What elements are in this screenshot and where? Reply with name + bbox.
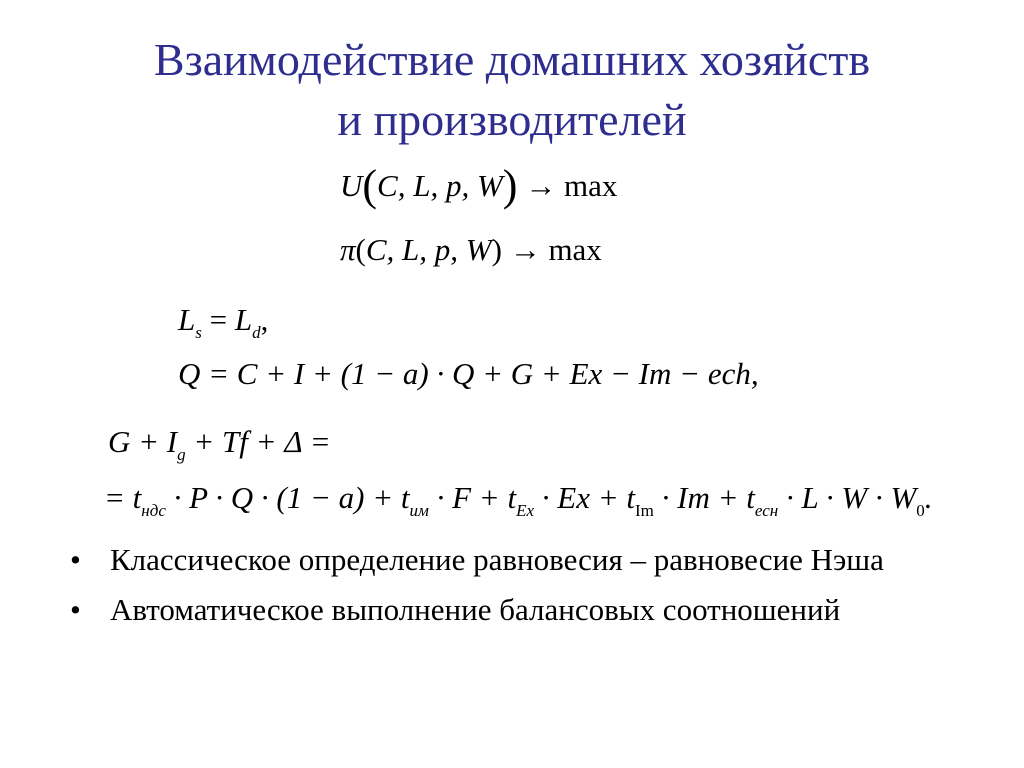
b2-p3: · Ex + t (534, 480, 636, 515)
bullet-list (70, 540, 970, 640)
labor-lhs-sub: s (195, 323, 202, 342)
bullet-item: • Автоматическое выполнение балансовых соотношений (70, 590, 970, 630)
close-paren: ) (502, 161, 518, 210)
open-paren: ( (362, 161, 378, 210)
utility-goal: max (563, 168, 618, 203)
utility-equation (340, 161, 618, 210)
labor-rhs-sub: d (252, 323, 261, 342)
title-line-2: и производителей (337, 94, 687, 145)
utility-arrow: → (525, 168, 557, 203)
output-equation: Q = C + I + (1 − a) · Q + G + Ex − Im − ech, (178, 356, 759, 391)
b2-s6: 0 (916, 501, 925, 520)
slide-title (0, 30, 1024, 150)
budget-lhs-tail: + Tf + Δ = (185, 424, 331, 459)
labor-equation (178, 302, 269, 342)
labor-lhs: L (178, 302, 196, 337)
b2-p5: · L · W · W (778, 480, 917, 515)
profit-arrow: → (509, 232, 541, 267)
bullet-item: • Классическое определение равновесия – равновесие Нэша (70, 540, 970, 580)
b2-p6: . (924, 480, 933, 515)
b2-s3: Ex (516, 501, 535, 520)
b2-s4: Im (635, 501, 654, 520)
title-line-1: Взаимодействие домашних хозяйств (153, 34, 871, 85)
b2-p4: · Im + t (653, 480, 755, 515)
labor-op: = (201, 302, 235, 337)
budget-equation-line-1 (108, 424, 331, 464)
profit-func: π (340, 232, 356, 267)
budget-lhs: G + I (108, 424, 178, 459)
b2-s1: ндс (141, 501, 166, 520)
profit-args: C, L, p, W (365, 232, 492, 267)
b2-s5: есн (754, 501, 779, 520)
budget-equation-line-2 (104, 480, 933, 520)
b2-p2: · F + t (428, 480, 517, 515)
utility-args: C, L, p, W (377, 168, 503, 203)
profit-equation: π(C, L, p, W) → max (340, 232, 602, 267)
b2-p1: · P · Q · (1 − a) + t (165, 480, 410, 515)
b2-t1: = t (104, 480, 142, 515)
budget-lhs-sub: g (177, 445, 186, 464)
utility-func: U (340, 168, 363, 203)
labor-rhs: L (234, 302, 253, 337)
labor-tail: , (260, 302, 269, 337)
profit-goal: max (548, 232, 602, 267)
b2-s2: им (409, 501, 429, 520)
